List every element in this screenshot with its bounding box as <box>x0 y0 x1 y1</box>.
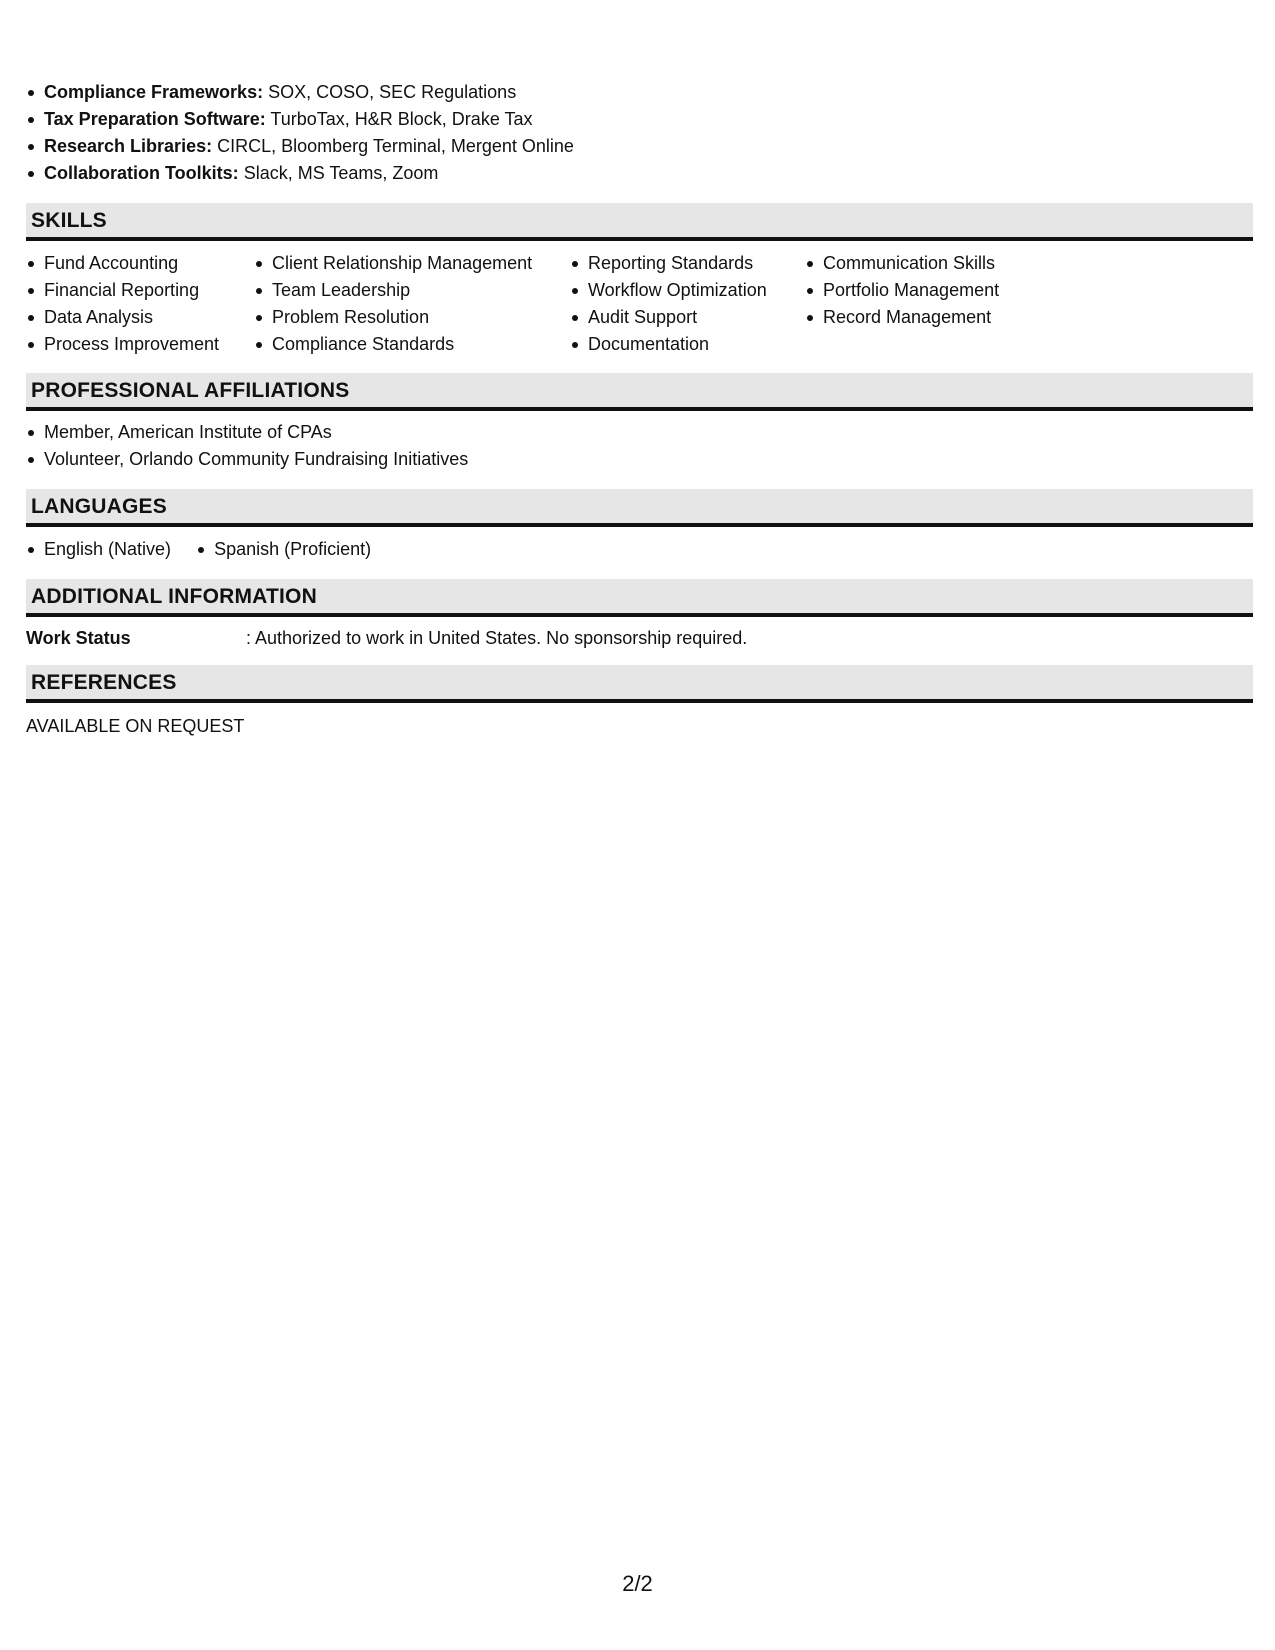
tools-item <box>26 106 574 133</box>
tools-item-value: TurboTax, H&R Block, Drake Tax <box>270 109 533 129</box>
work-status-value: : Authorized to work in United States. No sponsorship required. <box>246 628 748 648</box>
tools-item <box>26 79 574 106</box>
section-title: REFERENCES <box>31 671 177 694</box>
skill-item: Data Analysis <box>26 304 219 331</box>
tools-item <box>26 133 574 160</box>
skill-item: Communication Skills <box>805 250 999 277</box>
skills-column <box>805 250 999 331</box>
skill-item: Workflow Optimization <box>570 277 767 304</box>
skill-item: Fund Accounting <box>26 250 219 277</box>
tools-item-value: Slack, MS Teams, Zoom <box>243 163 439 183</box>
skill-item: Process Improvement <box>26 331 219 358</box>
skills-column <box>254 250 532 358</box>
affiliations-list <box>26 419 468 473</box>
tools-item-value: CIRCL, Bloomberg Terminal, Mergent Online <box>217 136 574 156</box>
skill-item: Client Relationship Management <box>254 250 532 277</box>
tools-item-value: SOX, COSO, SEC Regulations <box>268 82 517 102</box>
skill-item: Team Leadership <box>254 277 532 304</box>
languages-list <box>26 536 391 563</box>
tools-item-label: Compliance Frameworks: <box>44 82 264 102</box>
skill-item: Documentation <box>570 331 767 358</box>
section-title: SKILLS <box>31 209 107 232</box>
skill-item: Financial Reporting <box>26 277 219 304</box>
language-item: English (Native) <box>26 536 171 563</box>
tools-item-label: Tax Preparation Software: <box>44 109 266 129</box>
work-status-label: Work Status <box>26 628 131 648</box>
page-number: 2/2 <box>622 1571 653 1596</box>
section-title: ADDITIONAL INFORMATION <box>31 585 317 608</box>
skills-column <box>570 250 767 358</box>
skill-item: Reporting Standards <box>570 250 767 277</box>
tools-list <box>26 79 574 187</box>
skills-column <box>26 250 219 358</box>
skill-item: Portfolio Management <box>805 277 999 304</box>
skill-item: Compliance Standards <box>254 331 532 358</box>
skill-item: Audit Support <box>570 304 767 331</box>
language-item: Spanish (Proficient) <box>196 536 371 563</box>
references-text: AVAILABLE ON REQUEST <box>26 716 245 736</box>
references-section-header <box>26 665 1253 703</box>
affiliation-item: Volunteer, Orlando Community Fundraising Initiatives <box>26 446 468 473</box>
tools-item-label: Collaboration Toolkits: <box>44 163 239 183</box>
skill-item: Record Management <box>805 304 999 331</box>
tools-item-label: Research Libraries: <box>44 136 213 156</box>
section-title: LANGUAGES <box>31 495 167 518</box>
tools-item <box>26 160 574 187</box>
affiliation-item: Member, American Institute of CPAs <box>26 419 468 446</box>
skill-item: Problem Resolution <box>254 304 532 331</box>
affiliations-section-header <box>26 373 1253 411</box>
skills-section-header <box>26 203 1253 241</box>
additional-info-section-header <box>26 579 1253 617</box>
section-title: PROFESSIONAL AFFILIATIONS <box>31 379 350 402</box>
languages-section-header <box>26 489 1253 527</box>
